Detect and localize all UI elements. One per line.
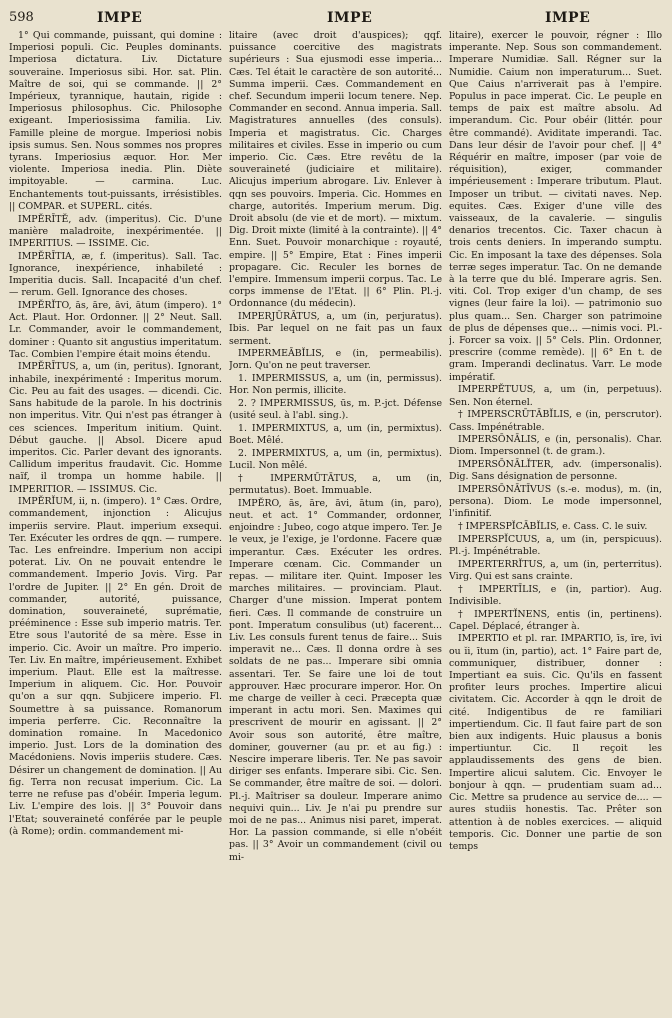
dictionary-entry: IMPERSŌNĀLIS, e (in, personalis). Char. Diom. Impersonnel (t. de gram.). <box>449 434 662 458</box>
dictionary-entry: IMPĔRĪTIA, æ, f. (imperitus). Sall. Tac. Ignorance, inexpérience, inhabileté : Imperitia ducis. Sall. Incapacité d'un chef. — rerum. Gell. Ignorance des choses. <box>9 250 222 299</box>
dictionary-entry: 1. IMPERMIXTUS, a, um (in, permixtus). Boet. Mêlé. <box>229 423 442 447</box>
dictionary-entry: IMPĔRO, ās, āre, āvi, ātum (in, paro), neut. et act. 1° Commander, ordonner, enjoindre : Jubeo, cogo atque impero. Ter. Je le veux, je l'exige, je l'ordonne. Facere quæ imperantur. Cæs. Exécuter les ordres. Imperare cœnam. Cic. Commander un repas. — militare iter. Quint. Imposer les marches militaires. — provinciam. Plaut. Charger d'une mission. Imperat pontem fieri. Cæs. Il commande de construire un pont. Imperatum consulibus (ut) facerent... Liv. Les consuls furent tenus de faire... Suis imperavit ne... Cæs. Il donna ordre à ses soldats de ne pas... Imperare sibi omnia assentari. Ter. Se faire une loi de tout approuver. Hæc procurare imperor. Hor. On me charge de veiller à ceci. Præcepta quæ imperant in actu mori. Sen. Maximes qui prescrivent de mourir en agissant. || 2° Avoir sous son autorité, être maître, dominer, gouverner (au pr. et au fig.) : Nescire imperare liberis. Ter. Ne pas savoir diriger ses enfants. Imperare sibi. Cic. Sen. Se commander, être maître de soi. — dolori. Pl.-j. Maîtriser sa douleur. Imperare animo nequivi quin... Liv. Je n'ai pu prendre sur moi de ne pas... Animus nisi paret, imperat. Hor. La passion commande, si elle n'obéit pas. || 3° Avoir un commandement (civil ou mi- <box>229 497 442 863</box>
page-header <box>9 8 663 30</box>
dictionary-entry: IMPERTERRĬTUS, a, um (in, perterritus). Virg. Qui est sans crainte. <box>449 558 662 582</box>
dictionary-entry: † IMPERSCRŪTĀBĬLIS, e (in, perscrutor). Cass. Impénétrable. <box>449 409 662 433</box>
text-columns <box>9 30 663 1012</box>
running-headword-left: IMPE <box>97 10 143 26</box>
dictionary-entry: 1. IMPERMISSUS, a, um (in, permissus). Hor. Non permis, illicite. <box>229 373 442 397</box>
dictionary-entry: IMPERPĔTUUS, a, um (in, perpetuus). Sen. Non éternel. <box>449 384 662 408</box>
dictionary-entry: IMPERJŪRĀTUS, a, um (in, perjuratus). Ibis. Par lequel on ne fait pas un faux serment. <box>229 311 442 347</box>
column-left <box>9 30 222 1012</box>
dictionary-entry: IMPERMEĀBĬLIS, e (in, permeabilis). Jorn. Qu'on ne peut traverser. <box>229 348 442 372</box>
dictionary-entry: † IMPERTĪLIS, e (in, partior). Aug. Indivisible. <box>449 583 662 607</box>
dictionary-entry: IMPĔRĬTO, ās, āre, āvi, ātum (impero). 1° Act. Plaut. Hor. Ordonner. || 2° Neut. Sall. Lr. Commander, avoir le commandement, dominer : Quanto sit angustius imperitatum. Tac. Combien l'empire était moins étendu. <box>9 299 222 360</box>
dictionary-entry: IMPERSŌNĀLĬTER, adv. (impersonalis). Dig. Sans désignation de personne. <box>449 459 662 483</box>
dictionary-entry: IMPĔRĬUM, ii, n. (impero). 1° Cæs. Ordre, commandement, injonction : Alicujus imperiis servire. Plaut. imperium exsequi. Ter. Exécuter les ordres de qqn. — rumpere. Tac. Les enfreindre. Imperium non accipi poterat. Liv. On ne pouvait entendre le commandement. Imperio Jovis. Virg. Par l'ordre de Jupiter. || 2° En gén. Droit de commander, autorité, puissance, domination, souveraineté, suprématie, prééminence : Esse sub imperio matris. Ter. Etre sous l'autorité de sa mère. Esse in imperio. Cic. Avoir un maître. Pro imperio. Ter. Liv. En maître, impérieusement. Exhibet imperium. Plaut. Elle est la maîtresse. Imperium in aliquem. Cic. Hor. Pouvoir qu'on a sur qqn. Subjicere imperio. Fl. Soumettre à sa puissance. Romanorum imperia perferre. Cic. Reconnaître la domination romaine. In Macedonico imperio. Just. Lors de la domination des Macédoniens. Novis imperiis studere. Cæs. Désirer un changement de domination. || Au fig. Terra non recusat imperium. Cic. La terre ne refuse pas d'obéir. Imperia legum. Liv. L'empire des lois. || 3° Pouvoir dans l'Etat; souveraineté conférée par le peuple (à Rome); ordin. commandement mi- <box>9 496 222 837</box>
running-headword-right: IMPE <box>545 10 591 26</box>
dictionary-entry: IMPERSPĬCUUS, a, um (in, perspicuus). Pl.-j. Impénétrable. <box>449 533 662 558</box>
column-center <box>229 30 442 1012</box>
dictionary-entry: IMPĔRĪTUS, a, um (in, peritus). Ignorant, inhabile, inexpérimenté : Imperitus morum. Cic. Peu au fait des usages. — dicendi. Cic. Sans habitude de la parole. In his doctrinis non imperitus. Vitr. Qui n'est pas étranger à ces sciences. Imperitum initium. Quint. Début gauche. || Absol. Dicere apud imperitos. Cic. Parler devant des ignorants. Callidum imperitus fraudavit. Cic. Homme naïf, il trompa un homme habile. || IMPERITIOR. — ISSIMUS. Cic. <box>9 361 222 495</box>
dictionary-entry: IMPERSŌNĀTĪVUS (s.-e. modus), m. (in, persona). Diom. Le mode impersonnel, l'infinitif. <box>449 484 662 520</box>
dictionary-entry: IMPERTIO et pl. rar. IMPARTIO, īs, īre, īvi ou ĭi, ītum (in, partio), act. 1° Faire part de, communiquer, distribuer, donner : Impertiant ea suis. Cic. Qu'ils en fassent profiter leurs proches. Impertire alicui civitatem. Cic. Accorder à qqn le droit de cité. Indigentibus de re familiari impertiendum. Cic. Il faut faire part de son bien aux indigents. Huic plausus a bonis impertiuntur. Cic. Il reçoit les applaudissements des gens de bien. Impertire alicui salutem. Cic. Envoyer le bonjour à qqn. — prudentiam suam ad... Cic. Mettre sa prudence au service de.... — aures studiis honestis. Tac. Prêter son attention à de nobles exercices. — aliquid temporis. Cic. Donner une partie de son temps <box>449 633 662 852</box>
dictionary-entry: † IMPERTĬNENS, entis (in, pertinens). Capel. Déplacé, étranger à. <box>449 608 662 632</box>
dictionary-entry: litaire), exercer le pouvoir, régner : Illo imperante. Nep. Sous son commandement. Imperare Numidiæ. Sall. Régner sur la Numidie. Caium non imperaturum... Suet. Que Caius n'arriverait pas à l'empire. Populus in pace imperat. Cic. Le peuple en temps de paix est maître absolu. Ad imperandum. Cic. Pour obéir (littér. pour être commandé). Aviditate imperandi. Tac. Dans leur désir de l'avoir pour chef. || 4° Réquérir en maître, imposer (par voie de réquisition), exiger, commander impérieusement : Imperare tributum. Plaut. Imposer un tribut. — civitati naves. Nep. equites. Cæs. Exiger d'une ville des vaisseaux, de la cavalerie. — singulis denarios trecentos. Cic. Taxer chacun à trois cents deniers. In imperando sumptu. Cic. En imposant la taxe des dépenses. Sola terræ seges imperatur. Tac. On ne demande à la terre que du blé. Imperare agris. Sen. viti. Col. Trop exiger d'un champ, de ses vignes (leur faire la loi). — patrimonio suo plus quam... Sen. Charger son patrimoine de plus de dépenses que... —nimis voci. Pl.-j. Forcer sa voix. || 5° Cels. Plin. Ordonner, prescrire (comme remède). || 6° En t. de gram. Imperandi declinatus. Varr. Le mode impératif. <box>449 30 662 383</box>
column-right <box>449 30 662 1012</box>
dictionary-entry: 2. ? IMPERMISSUS, ūs, m. P.-jct. Défense (usité seul. à l'abl. sing.). <box>229 398 442 422</box>
dictionary-entry: litaire (avec droit d'auspices); qqf. puissance coercitive des magistrats supérieurs : Sua ejusmodi esse imperia... Cæs. Tel était le caractère de son autorité... Summa imperii. Cæs. Commandement en chef. Secundum imperii locum tenere. Nep. Commander en second. Annua imperia. Sall. Magistratures annuelles (des consuls). Imperia et magistratus. Cic. Charges militaires et civiles. Esse in imperio ou cum imperio. Cic. Cæs. Etre revêtu de la souveraineté (judiciaire et militaire). Alicujus imperium abrogare. Liv. Enlever à qqn ses pouvoirs. Imperia. Cic. Hommes en charge, autorités. Imperium merum. Dig. Droit absolu (de vie et de mort). — mixtum. Dig. Droit mixte (limité à la contrainte). || 4° Enn. Suet. Pouvoir monarchique : royauté, empire. || 5° Empire, Etat : Fines imperii propagare. Cic. Reculer les bornes de l'empire. Immensum imperii corpus. Tac. Le corps immense de l'Etat. || 6° Plin. Pl.-j. Ordonnance (du médecin). <box>229 30 442 310</box>
dictionary-entry: IMPĔRĪTĔ, adv. (imperitus). Cic. D'une manière maladroite, inexpérimentée. || IMPERITIUS. — ISSIME. Cic. <box>9 213 222 249</box>
page-number: 598 <box>9 10 34 25</box>
dictionary-entry: 1° Qui commande, puissant, qui domine : Imperiosi populi. Cic. Peuples dominants. Imperiosa dictatura. Liv. Dictature souveraine. Imperiosus sibi. Hor. sat. Plin. Maître de soi, qui se commande. || 2° Impérieux, tyrannique, hautain, rigide : Imperiosus philosophus. Cic. Philosophe exigeant. Imperiosissima familia. Liv. Famille pleine de morgue. Imperiosi nobis ipsis sumus. Sen. Nous sommes nos propres tyrans. Imperiosius æquor. Hor. Mer violente. Imperiosa inedia. Plin. Diète impitoyable. — carmina. Luc. Enchantements tout-puissants, irrésistibles. || COMPAR. et SUPERL. cités. <box>9 30 222 212</box>
dictionary-entry: † IMPERMŪTĀTUS, a, um (in, permutatus). Boet. Immuable. <box>229 472 442 497</box>
dictionary-entry: † IMPERSPĬCĀBĬLIS, e. Cass. C. le suiv. <box>458 521 648 533</box>
dictionary-entry: 2. IMPERMIXTUS, a, um (in, permixtus). Lucil. Non mêlé. <box>229 447 442 472</box>
running-headword-center: IMPE <box>327 10 373 26</box>
